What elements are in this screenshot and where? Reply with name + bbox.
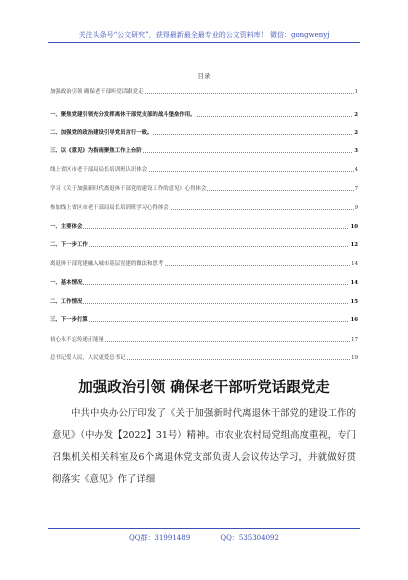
toc-entry[interactable] — [50, 110, 358, 120]
toc-entry-label: 二、下一步工作 — [50, 242, 88, 248]
footer-qq-group: QQ群：31991489 — [129, 534, 191, 542]
toc-entry-label: 一、基本情况 — [50, 280, 83, 286]
toc-entry[interactable] — [50, 222, 358, 232]
toc-entry-page: 2 — [354, 112, 358, 118]
toc-entry-page: 19 — [351, 355, 358, 361]
toc-entry-page: 4 — [354, 167, 358, 173]
toc-entry[interactable] — [50, 87, 358, 97]
toc-entry-label: 初心永不忘传递正能量 — [50, 337, 104, 343]
toc-entry[interactable] — [50, 165, 358, 175]
toc-entry-label: 加强政治引领 确保老干部听党话跟党走 — [50, 89, 144, 95]
toc-entry-label: 三、下一步打算 — [50, 317, 88, 323]
toc-leader-dots — [50, 228, 354, 229]
header-rule — [48, 42, 360, 43]
toc-entry[interactable] — [50, 184, 358, 194]
footer — [0, 533, 408, 543]
toc-entry[interactable] — [50, 315, 358, 325]
toc-entry-page: 1 — [354, 89, 358, 95]
toc-entry[interactable] — [50, 146, 358, 156]
toc-entry-label: 一、主要体会 — [50, 224, 83, 230]
toc-entry-label: 二、加强党的政治建设引导党员言行一致。 — [50, 130, 153, 136]
toc-entry-label: 一、聚焦党建引领充分发挥离休干部党支部的战斗堡垒作用。 — [50, 112, 196, 118]
toc-entry-page: 2 — [354, 130, 358, 136]
toc-entry-label: 二、工作情况 — [50, 299, 83, 305]
toc-entry-page: 16 — [350, 317, 358, 323]
footer-rule — [48, 528, 360, 529]
document-title: 加强政治引领 确保老干部听党话跟党走 — [78, 379, 330, 396]
toc-entry[interactable] — [50, 240, 358, 250]
toc-entry-label: 参加线上省区市老干部局局长培训班学习心得体会 — [50, 205, 169, 211]
toc-entry-page: 14 — [350, 280, 358, 286]
toc-entry-page: 17 — [351, 337, 358, 343]
toc-entry[interactable] — [50, 259, 358, 269]
toc-entry-label: 三、以《意见》为指南聚焦工作上台阶 — [50, 148, 142, 154]
toc-entry[interactable] — [50, 203, 358, 213]
toc-leader-dots — [50, 246, 354, 247]
toc-entry-page: 9 — [354, 205, 358, 211]
toc-entry-page: 15 — [350, 299, 358, 305]
toc-leader-dots — [50, 321, 354, 322]
toc-entry-label: 总书记爱人民，人民更爱总书记 — [50, 355, 126, 361]
toc-entry[interactable] — [50, 335, 358, 345]
toc-entry-page: 10 — [350, 224, 358, 230]
toc-entry-page: 14 — [351, 261, 358, 267]
toc-entry[interactable] — [50, 128, 358, 138]
toc-entry[interactable] — [50, 297, 358, 307]
toc-entry-page: 12 — [350, 242, 358, 248]
toc-entry-label: 离退休干部党建融入城市基层党建的做法和思考 — [50, 261, 164, 267]
toc-entry-label: 学习《关于加强新时代离退休干部党的建设工作的意见》心得体会 — [50, 186, 207, 192]
toc-entry-label: 线上省区市老干部局局长培训班认识体会 — [50, 167, 148, 173]
toc-entry[interactable] — [50, 278, 358, 288]
toc-entry-page: 7 — [354, 186, 358, 192]
header-banner: 关注头条号“公文研究”，获得最新最全最专业的公文资料库！ 微信：gongwenyj — [78, 31, 330, 39]
toc-title: 目录 — [197, 72, 211, 80]
toc-leader-dots — [50, 303, 354, 304]
toc-entry-page: 3 — [354, 148, 358, 154]
toc-leader-dots — [50, 284, 354, 285]
footer-qq: QQ：535304092 — [220, 534, 279, 542]
body-paragraph: 中共中央办公厅印发了《关于加强新时代离退休干部党的建设工作的意见》（中办发【2022】31号）精神。市农业农村局党组高度重视，专门召集机关相关科室及6个离退休党支部负责人会议传达学习，并就做好贯彻落实《意见》作了详细 — [52, 408, 356, 485]
toc-entry[interactable] — [50, 353, 358, 363]
